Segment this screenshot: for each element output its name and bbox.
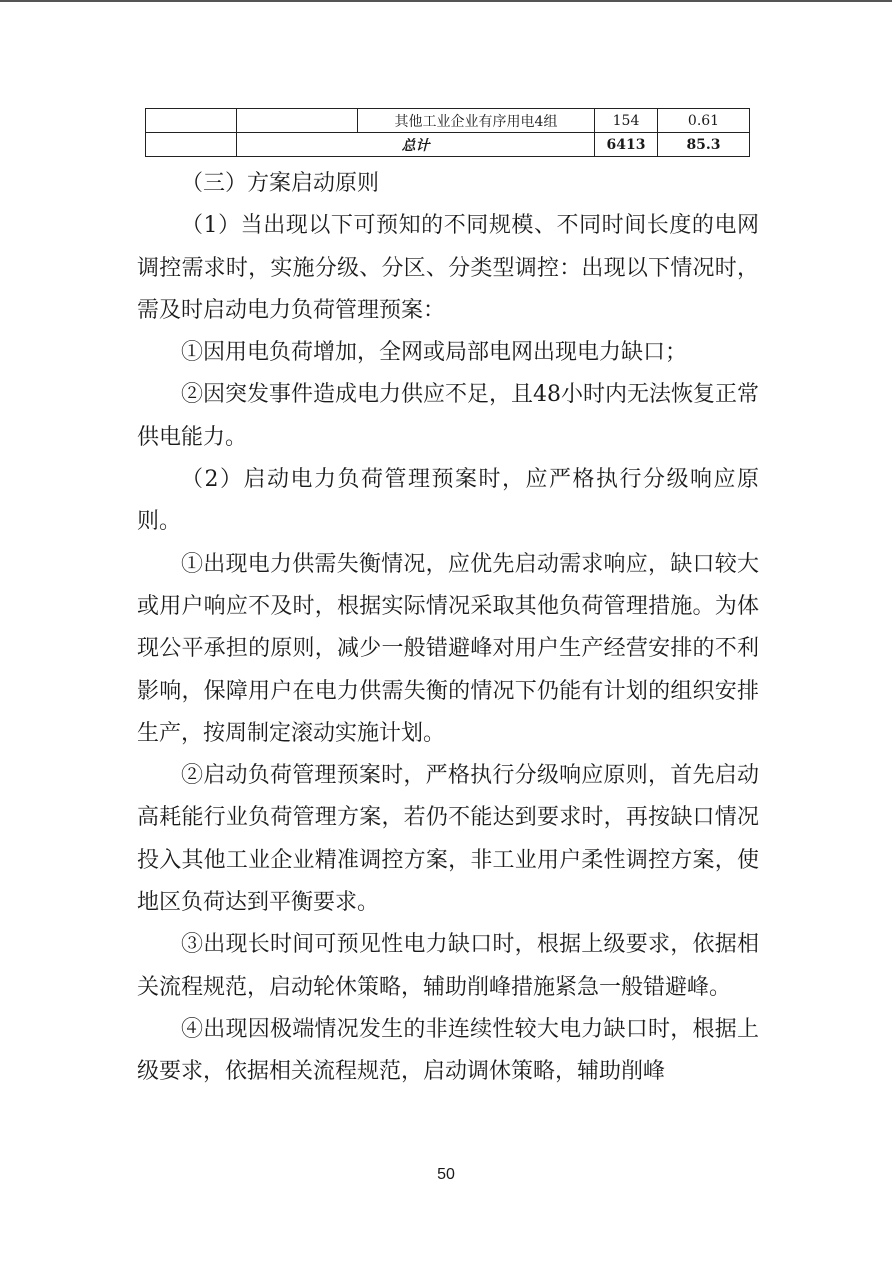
paragraph: ②启动负荷管理预案时，严格执行分级响应原则，首先启动高耗能行业负荷管理方案，若仍不能达到要求时，再按缺口情况投入其他工业企业精准调控方案，非工业用户柔性调控方案，使地区负荷达到平衡要求。 [137, 763, 759, 916]
paragraph: ①出现电力供需失衡情况，应优先启动需求响应，缺口较大或用户响应不及时，根据实际情况采取其他负荷管理措施。为体现公平承担的原则，减少一般错避峰对用户生产经营安排的不利影响，保障用户在电力供需失衡的情况下仍能有计划的组织安排生产，按周制定滚动实施计划。 [137, 551, 759, 746]
table-total-row [146, 133, 750, 157]
total-label: 总计 [237, 133, 595, 157]
page-number: 50 [437, 1166, 455, 1183]
body-text [137, 163, 759, 1094]
total-value: 85.3 [658, 133, 750, 157]
paragraph: ①因用电负荷增加，全网或局部电网出现电力缺口； [181, 340, 688, 366]
table-cell [237, 109, 358, 133]
table-cell: 0.61 [658, 109, 750, 133]
table-cell: 其他工业企业有序用电4组 [358, 109, 595, 133]
page-top-border [0, 0, 892, 2]
total-count: 6413 [595, 133, 658, 157]
paragraph: （2）启动电力负荷管理预案时，应严格执行分级响应原则。 [137, 467, 759, 535]
paragraph: （1）当出现以下可预知的不同规模、不同时间长度的电网调控需求时，实施分级、分区、分类型调控：出现以下情况时，需及时启动电力负荷管理预案： [137, 213, 759, 323]
load-management-table [145, 108, 750, 157]
table-cell [146, 133, 237, 157]
table-row [146, 109, 750, 133]
table-cell [146, 109, 237, 133]
paragraph: ③出现长时间可预见性电力缺口时，根据上级要求，依据相关流程规范，启动轮休策略，辅助削峰措施紧急一般错避峰。 [137, 932, 759, 1000]
paragraph: ④出现因极端情况发生的非连续性较大电力缺口时，根据上级要求，依据相关流程规范，启动调休策略，辅助削峰 [137, 1016, 759, 1085]
paragraph: ②因突发事件造成电力供应不足，且48小时内无法恢复正常供电能力。 [137, 382, 759, 450]
section-heading: （三）方案启动原则 [181, 171, 380, 196]
table-cell: 154 [595, 109, 658, 133]
